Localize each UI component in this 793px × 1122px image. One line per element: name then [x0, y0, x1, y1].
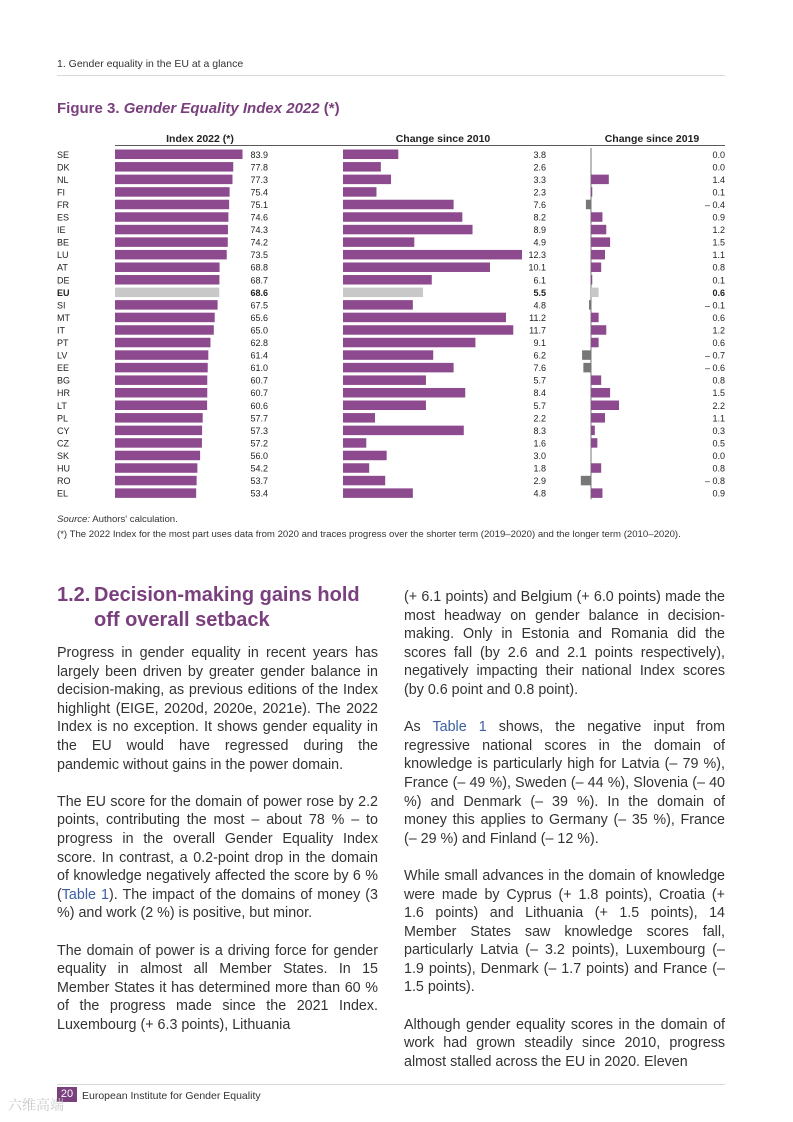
data-label: 60.7 — [250, 375, 268, 386]
data-label: 0.5 — [712, 438, 725, 449]
category-label: NL — [57, 174, 69, 185]
category-label: SK — [57, 450, 70, 461]
data-label: 74.3 — [250, 225, 268, 236]
figure-title-suffix: (*) — [323, 100, 340, 117]
category-label: BG — [57, 375, 71, 386]
data-label: 53.4 — [250, 488, 268, 499]
bar-SI-series3 — [589, 300, 591, 310]
bar-PL-series3 — [591, 413, 605, 423]
category-label: IT — [57, 325, 65, 336]
bar-HU-series3 — [591, 463, 601, 473]
data-label: 1.2 — [712, 325, 725, 336]
bar-SK-series1 — [115, 451, 200, 461]
data-label: 5.7 — [533, 375, 546, 386]
data-label: 1.1 — [712, 413, 725, 424]
bar-IE-series3 — [591, 225, 606, 235]
right-column — [404, 588, 725, 1090]
data-label: 0.0 — [712, 149, 725, 160]
category-label: IE — [57, 225, 66, 236]
paragraph: As Table 1 shows, the negative input from regressive national scores in the domain of knowledge is particularly high for Latvia (– 79 %), France (– 49 %), Sweden (– 44 %), Slovenia (– 40 %) and Denmark (– 39 %). In the domain of money this applies to Germany (– 35 %), France (– 29 %) and Finland (– 12 %). — [404, 719, 725, 847]
data-label: 8.3 — [533, 425, 546, 436]
bar-CZ-series2 — [343, 438, 366, 448]
data-label: 73.5 — [250, 250, 268, 261]
category-label: SI — [57, 300, 66, 311]
category-label: AT — [57, 262, 68, 273]
bar-DK-series2 — [343, 162, 381, 172]
bar-FI-series3 — [591, 187, 592, 197]
panel-header: Change since 2010 — [395, 133, 491, 145]
bar-NL-series1 — [115, 175, 232, 185]
data-label: 1.8 — [533, 463, 546, 474]
bar-CZ-series3 — [591, 438, 597, 448]
section-number: 1.2. — [57, 584, 91, 606]
bar-LT-series1 — [115, 401, 207, 411]
bar-NL-series2 — [343, 175, 391, 185]
paragraph: The domain of power is a driving force for gender equality in almost all Member States. In 15 Member States it has determined more than 60 % of the progress made since the 2021 Index. Luxembourg (+ 6.3 points), Lithuania — [57, 942, 378, 1033]
bar-MT-series3 — [591, 313, 599, 323]
bar-PT-series3 — [591, 338, 599, 348]
data-label: 0.1 — [712, 275, 725, 286]
bar-DK-series1 — [115, 162, 233, 172]
bar-HR-series2 — [343, 388, 465, 398]
bar-LU-series1 — [115, 250, 227, 259]
category-label: EU — [57, 287, 70, 298]
bar-CY-series1 — [115, 426, 202, 436]
bar-IT-series1 — [115, 325, 214, 335]
bar-PT-series1 — [115, 338, 210, 348]
data-label: 10.1 — [528, 262, 546, 273]
panel-header: Change since 2019 — [604, 133, 700, 145]
bar-SE-series1 — [115, 150, 243, 160]
data-label: 4.9 — [533, 237, 546, 248]
data-label: 5.7 — [533, 400, 546, 411]
data-label: 1.5 — [712, 388, 725, 399]
bar-PT-series2 — [343, 338, 475, 348]
bar-EU-series2 — [343, 288, 423, 298]
bar-SI-series1 — [115, 300, 218, 310]
section-title-line2: off overall setback — [94, 609, 270, 631]
bar-LU-series3 — [591, 250, 605, 259]
bar-HR-series3 — [591, 388, 610, 398]
source-text: Authors' calculation. — [92, 514, 178, 525]
category-label: MT — [57, 312, 70, 323]
running-header: 1. Gender equality in the EU at a glance — [57, 58, 244, 70]
data-label: 68.6 — [250, 287, 268, 298]
data-label: 11.7 — [529, 325, 546, 336]
bar-EE-series3 — [583, 363, 591, 373]
data-label: 7.6 — [533, 199, 546, 210]
bar-LT-series3 — [591, 401, 619, 411]
bar-CY-series2 — [343, 426, 464, 436]
bar-IT-series2 — [343, 325, 513, 335]
section-title-line1: Decision-making gains hold — [94, 584, 360, 606]
bar-IT-series3 — [591, 325, 606, 335]
bar-HU-series2 — [343, 463, 369, 473]
data-label: 74.2 — [250, 237, 268, 248]
data-label: 4.8 — [533, 488, 546, 499]
data-label: 1.4 — [712, 174, 725, 185]
category-label: DK — [57, 162, 70, 173]
category-label: FR — [57, 199, 69, 210]
data-label: 57.7 — [250, 413, 268, 424]
data-label: – 0.7 — [704, 350, 725, 361]
bar-RO-series3 — [581, 476, 591, 486]
left-column — [57, 644, 378, 1053]
data-label: 3.8 — [533, 149, 546, 160]
bar-AT-series3 — [591, 262, 601, 272]
category-label: FI — [57, 187, 65, 198]
table-1-link[interactable]: Table 1 — [432, 719, 487, 736]
watermark: 六维高端 — [8, 1097, 64, 1113]
data-label: 75.4 — [250, 187, 268, 198]
data-label: 68.7 — [250, 275, 268, 286]
category-label: SE — [57, 149, 70, 160]
data-label: 8.2 — [533, 212, 546, 223]
bar-SE-series2 — [343, 150, 398, 160]
data-label: 75.1 — [250, 199, 268, 210]
data-label: 8.9 — [533, 225, 546, 236]
category-label: CZ — [57, 438, 69, 449]
bar-FR-series3 — [586, 200, 591, 210]
data-label: 61.4 — [250, 350, 268, 361]
data-label: 0.8 — [712, 262, 725, 273]
data-label: – 0.6 — [704, 363, 725, 374]
source-label: Source: — [57, 514, 91, 525]
data-label: – 0.1 — [704, 300, 725, 311]
bar-HU-series1 — [115, 463, 197, 473]
bar-EL-series2 — [343, 488, 413, 498]
gender-equality-index-chart — [0, 128, 793, 503]
bar-DE-series1 — [115, 275, 219, 285]
footer-divider — [57, 1084, 725, 1085]
data-label: 2.9 — [533, 476, 546, 487]
category-label: PT — [57, 338, 69, 349]
data-label: 2.6 — [533, 162, 546, 173]
data-label: 77.3 — [250, 174, 268, 185]
data-label: 1.5 — [712, 237, 725, 248]
data-label: 12.3 — [528, 250, 546, 261]
bar-EL-series3 — [591, 488, 602, 498]
category-label: BE — [57, 237, 70, 248]
bar-BE-series1 — [115, 237, 228, 247]
bar-AT-series1 — [115, 262, 220, 272]
bar-EU-series3 — [591, 288, 599, 298]
data-label: 62.8 — [250, 338, 268, 349]
figure-note: (*) The 2022 Index for the most part uses data from 2020 and traces progress over the shorter term (2019–2020) and the longer term (2010–2020). — [57, 528, 681, 540]
page-number: 20 — [57, 1087, 77, 1102]
bar-RO-series2 — [343, 476, 385, 486]
category-label: ES — [57, 212, 70, 223]
bar-RO-series1 — [115, 476, 197, 486]
bar-SK-series2 — [343, 451, 387, 461]
category-label: PL — [57, 413, 69, 424]
data-label: 56.0 — [250, 450, 268, 461]
bar-ES-series3 — [591, 212, 602, 222]
data-label: 7.6 — [533, 363, 546, 374]
category-label: EL — [57, 488, 69, 499]
bar-AT-series2 — [343, 262, 490, 272]
data-label: 9.1 — [533, 338, 546, 349]
data-label: 0.9 — [712, 488, 725, 499]
data-label: 0.8 — [712, 375, 725, 386]
bar-CZ-series1 — [115, 438, 202, 448]
data-label: 0.0 — [712, 450, 725, 461]
data-label: 2.2 — [533, 413, 546, 424]
section-heading — [57, 583, 377, 633]
category-label: LU — [57, 250, 69, 261]
category-label: RO — [57, 476, 71, 487]
bar-BG-series2 — [343, 375, 426, 385]
data-label: 65.6 — [250, 312, 268, 323]
paragraph: Although gender equality scores in the domain of work had grown steadily since 2010, progress almost stalled across the EU in 2020. Eleven — [404, 1016, 725, 1070]
bar-PL-series2 — [343, 413, 375, 423]
category-label: LV — [57, 350, 68, 361]
data-label: 60.6 — [250, 400, 268, 411]
paragraph: The EU score for the domain of power rose by 2.2 points, contributing the most – about 78 % – to progress in the overall Gender Equality Index score. In contrast, a 0.2-point drop in the domain of knowledge negatively affected the score by 6 % (Table 1). The impact of the domains of money (3 %) and work (2 %) is positive, but minor. — [57, 793, 378, 922]
table-1-link[interactable]: Table 1 — [61, 886, 109, 903]
data-label: 1.2 — [712, 225, 725, 236]
category-label: CY — [57, 425, 70, 436]
bar-ES-series1 — [115, 212, 228, 222]
bar-SI-series2 — [343, 300, 413, 310]
bar-FI-series2 — [343, 187, 376, 197]
data-label: 57.3 — [250, 425, 268, 436]
data-label: 11.2 — [529, 312, 546, 323]
bar-EU-series1 — [115, 288, 219, 298]
bar-BE-series3 — [591, 237, 610, 247]
bar-LV-series3 — [582, 350, 591, 360]
data-label: 57.2 — [250, 438, 268, 449]
figure-label: Figure 3. — [57, 100, 120, 117]
data-label: 0.6 — [712, 338, 725, 349]
bar-FR-series1 — [115, 200, 229, 210]
data-label: 77.8 — [250, 162, 268, 173]
data-label: 54.2 — [250, 463, 268, 474]
data-label: 0.8 — [712, 463, 725, 474]
data-label: 2.3 — [533, 187, 546, 198]
data-label: 68.8 — [250, 262, 268, 273]
data-label: 2.2 — [712, 400, 725, 411]
data-label: 61.0 — [250, 363, 268, 374]
figure-source — [57, 513, 727, 542]
category-label: EE — [57, 363, 70, 374]
bar-EE-series2 — [343, 363, 454, 373]
data-label: 0.3 — [712, 425, 725, 436]
bar-BG-series1 — [115, 375, 207, 385]
data-label: 8.4 — [533, 388, 546, 399]
figure-title — [57, 100, 340, 117]
bar-LV-series2 — [343, 350, 433, 360]
data-label: 65.0 — [250, 325, 268, 336]
bar-PL-series1 — [115, 413, 203, 423]
paragraph: (+ 6.1 points) and Belgium (+ 6.0 points) made the most headway on gender balance in decision-making. Only in Estonia and Romania did the scores fall (by 2.6 and 2.1 points respectively), negatively impacting their national Index scores (by 0.6 point and 0.8 point). — [404, 589, 725, 698]
data-label: – 0.4 — [704, 199, 725, 210]
bar-MT-series2 — [343, 313, 506, 323]
category-label: DE — [57, 275, 70, 286]
category-label: HU — [57, 463, 70, 474]
bar-LV-series1 — [115, 350, 208, 360]
bar-NL-series3 — [591, 175, 609, 185]
bar-IE-series1 — [115, 225, 228, 235]
data-label: 1.1 — [712, 250, 725, 261]
bar-FI-series1 — [115, 187, 230, 197]
data-label: 6.2 — [533, 350, 546, 361]
bar-BG-series3 — [591, 375, 601, 385]
panel-header: Index 2022 (*) — [166, 133, 234, 145]
footer-organisation: European Institute for Gender Equality — [82, 1090, 261, 1102]
data-label: 1.6 — [533, 438, 546, 449]
paragraph: While small advances in the domain of knowledge were made by Cyprus (+ 1.8 points), Croatia (+ 1.6 points) and Lithuania (+ 1.5 points), 14 Member States saw knowledge scores fall, particularly Latvia (– 3.2 points), Luxembourg (– 1.9 points), Denmark (– 1.7 points) and France (– 1.5 points). — [404, 867, 725, 996]
data-label: 0.6 — [712, 312, 725, 323]
data-label: 74.6 — [250, 212, 268, 223]
bar-LU-series2 — [343, 250, 522, 259]
data-label: 0.6 — [712, 287, 725, 298]
figure-title-text: Gender Equality Index 2022 — [123, 100, 320, 117]
bar-EL-series1 — [115, 488, 196, 498]
category-label: LT — [57, 400, 67, 411]
bar-LT-series2 — [343, 401, 426, 411]
bar-FR-series2 — [343, 200, 454, 210]
data-label: 0.9 — [712, 212, 725, 223]
paragraph: Progress in gender equality in recent years has largely been driven by greater gender balance in decision-making, as previous editions of the Index highlight (EIGE, 2020d, 2020e, 2021e). The 2022 Index is no exception. It shows gender equality in the EU would have regressed during the pandemic without gains in the power domain. — [57, 645, 378, 773]
data-label: 6.1 — [533, 275, 546, 286]
header-divider — [57, 75, 725, 76]
bar-IE-series2 — [343, 225, 473, 235]
bar-MT-series1 — [115, 313, 215, 323]
data-label: – 0.8 — [704, 476, 725, 487]
data-label: 4.8 — [533, 300, 546, 311]
bar-ES-series2 — [343, 212, 462, 222]
data-label: 67.5 — [250, 300, 268, 311]
data-label: 53.7 — [250, 476, 268, 487]
bar-DE-series2 — [343, 275, 432, 285]
data-label: 3.0 — [533, 450, 546, 461]
bar-CY-series3 — [591, 426, 595, 436]
bar-BE-series2 — [343, 237, 414, 247]
bar-EE-series1 — [115, 363, 208, 373]
data-label: 0.0 — [712, 162, 725, 173]
category-label: HR — [57, 388, 70, 399]
data-label: 83.9 — [250, 149, 268, 160]
bar-DE-series3 — [591, 275, 592, 285]
data-label: 0.1 — [712, 187, 725, 198]
bar-HR-series1 — [115, 388, 207, 398]
data-label: 3.3 — [533, 174, 546, 185]
data-label: 5.5 — [533, 287, 546, 298]
data-label: 60.7 — [250, 388, 268, 399]
